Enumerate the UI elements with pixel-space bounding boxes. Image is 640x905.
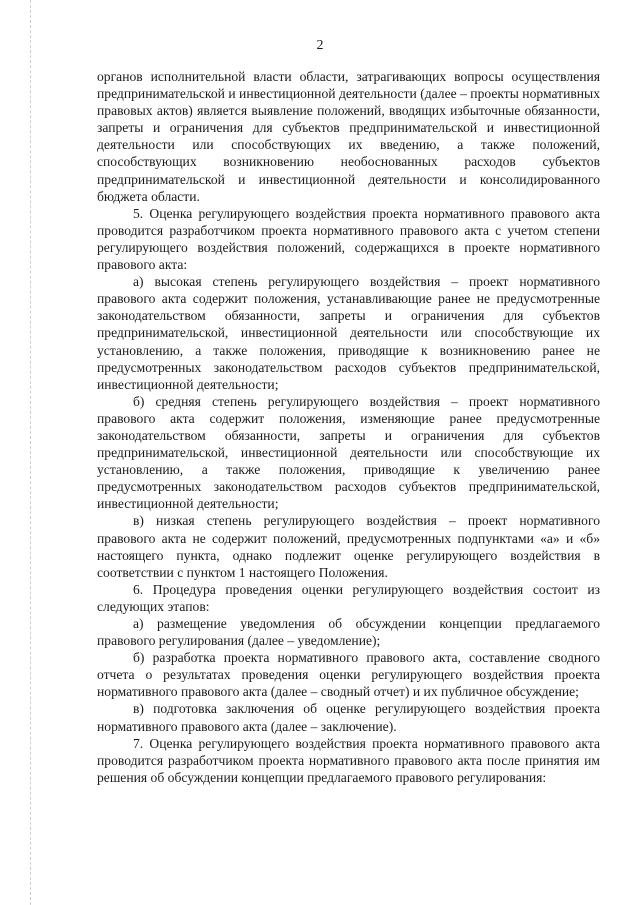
paragraph-item-5b: б) средняя степень регулирующего воздействия – проект нормативного правового акта содержит положения, изменяющие ранее предусмотренные законодательством обязанности, запреты и ограничения для субъектов предпринимательской, инвестиционной деятельности или способствующие их установлению, а также положения, приводящие к увеличению ранее предусмотренных законодательством расходов субъектов предпринимательской, инвестиционной деятельности; [97,393,600,512]
paragraph-continuation: органов исполнительной власти области, затрагивающих вопросы осуществления предпринимательской и инвестиционной деятельности (далее – проекты нормативных правовых актов) является выявление положений, вводящих избыточные обязанности, запреты и ограничения для субъектов предпринимательской и инвестиционной деятельности или способствующих их введению, а также положений, способствующих возникновению необоснованных расходов субъектов предпринимательской и инвестиционной деятельности и консолидированного бюджета области. [97,69,600,204]
document-body [97,68,600,786]
page-edge [30,0,32,905]
paragraph-item-6a: а) размещение уведомления об обсуждении концепции предлагаемого правового регулирования (далее – уведомление); [97,616,600,649]
paragraph-item-7: 7. Оценка регулирующего воздействия проекта нормативного правового акта проводится разработчиком проекта нормативного правового акта после принятия им решения об обсуждении концепции предлагаемого правового регулирования: [97,735,600,785]
paragraph-item-5: 5. Оценка регулирующего воздействия проекта нормативного правового акта проводится разработчиком проекта нормативного правового акта с учетом степени регулирующего воздействия положений, содержащихся в проекте нормативного правового акта: [97,205,600,273]
paragraph-item-6v: в) подготовка заключения об оценке регулирующего воздействия проекта нормативного правового акта (далее – заключение). [97,701,600,734]
paragraph-item-5a: а) высокая степень регулирующего воздействия – проект нормативного правового акта содержит положения, устанавливающие ранее не предусмотренные законодательством обязанности, запреты и ограничения для субъектов предпринимательской, инвестиционной деятельности или способствующие их установлению, а также положения, приводящие к возникновению ранее не предусмотренных законодательством расходов субъектов предпринимательской, инвестиционной деятельности; [97,274,600,392]
page-number: 2 [316,38,324,53]
paragraph-item-6: 6. Процедура проведения оценки регулирующего воздействия состоит из следующих этапов: [97,581,600,614]
paragraph-item-6b: б) разработка проекта нормативного правового акта, составление сводного отчета о результатах проведения оценки регулирующего воздействия проекта нормативного правового акта (далее – сводный отчет) и их публичное обсуждение; [97,650,600,700]
paragraph-item-5v: в) низкая степень регулирующего воздействия – проект нормативного правового акта не содержит положений, предусмотренных подпунктами «а» и «б» настоящего пункта, однако подлежит оценке регулирующего воздействия в соответствии с пунктом 1 настоящего Положения. [97,513,600,580]
